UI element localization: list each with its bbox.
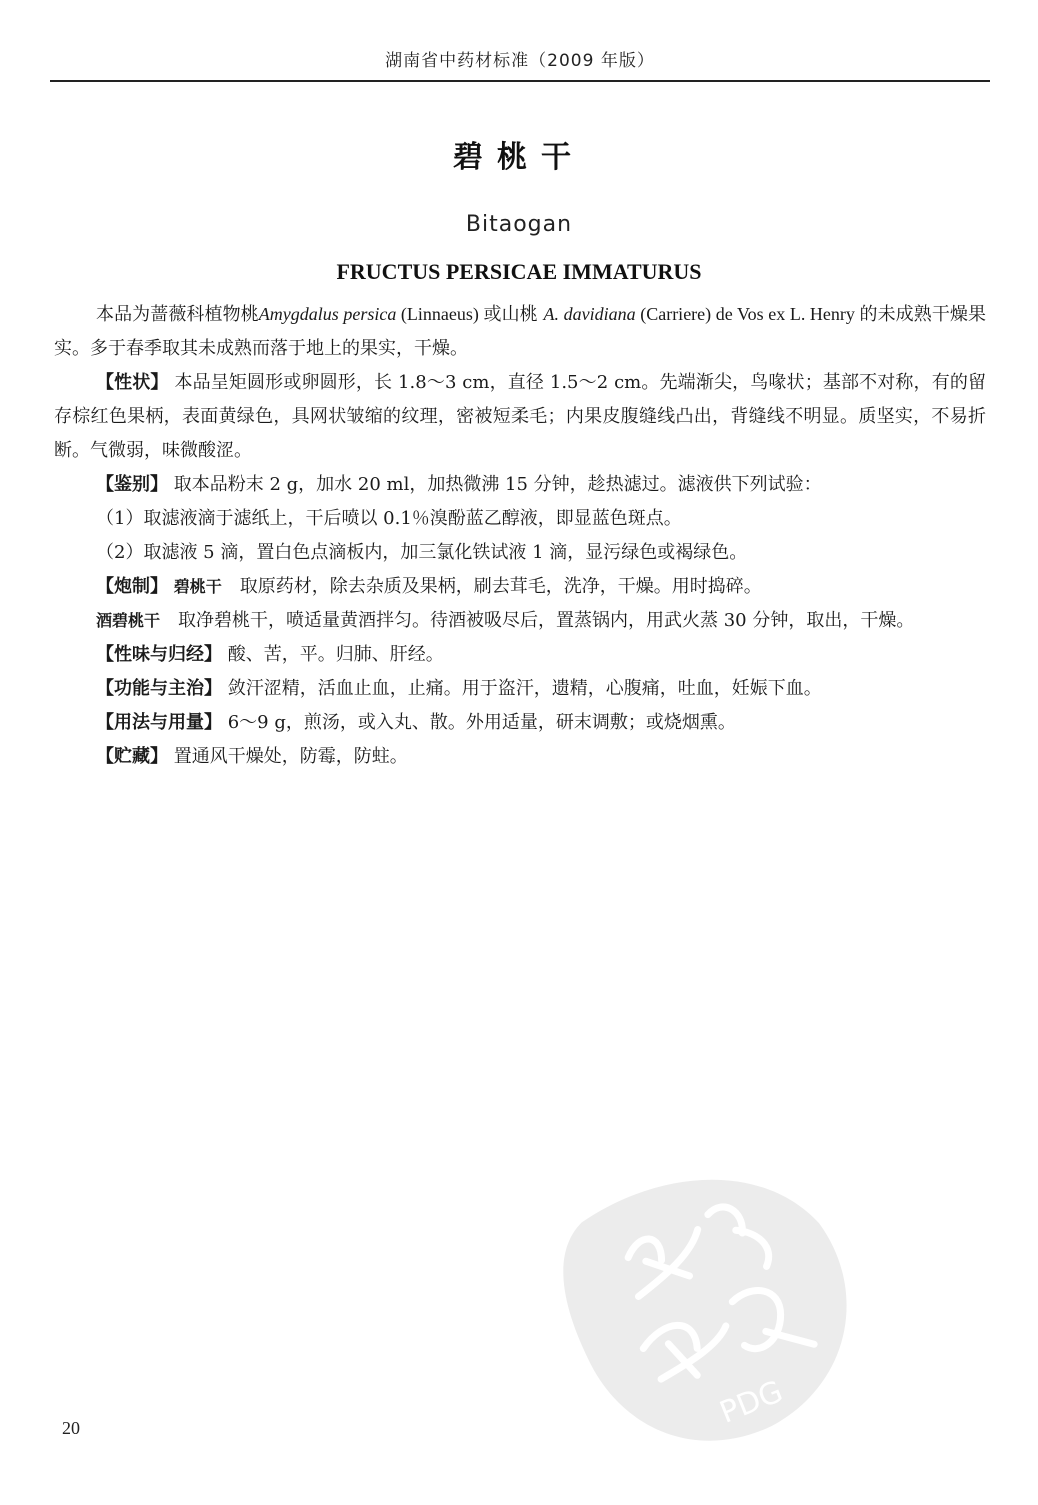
processed-item-label: 碧桃干 <box>173 577 222 596</box>
entry-body <box>54 297 986 774</box>
watermark-stamp <box>515 1105 906 1496</box>
section-label: 【鉴别】 <box>96 474 168 495</box>
section-label: 【炮制】 <box>96 576 168 597</box>
author-1: (Linnaeus) <box>396 304 484 324</box>
section-text: 本品呈矩圆形或卵圆形，长 1.8～3 cm，直径 1.5～2 cm。先端渐尖，鸟喙状；基部不对称，有的留存棕红色果柄，表面黄绿色，具网状皱缩的纹理，密被短柔毛；内果皮腹缝线凸出，背缝线不明显。质坚实，不易折断。气微弱，味微酸涩。 <box>54 372 986 461</box>
page-number: 20 <box>62 1418 80 1438</box>
jianbie-test-2: （2）取滤液 5 滴，置白色点滴板内，加三氯化铁试液 1 滴，显污绿色或褐绿色。 <box>96 542 748 563</box>
author-2: (Carriere) de Vos ex L. Henry <box>635 304 860 324</box>
entry-title: 碧桃干 <box>453 140 585 175</box>
section-text: 取本品粉末 2 g，加水 20 ml，加热微沸 15 分钟，趁热滤过。滤液供下列试验： <box>173 474 822 495</box>
entry-pinyin: Bitaogan <box>465 212 573 237</box>
species-name-2: A. davidiana <box>543 304 636 324</box>
section-xingwei <box>54 638 986 672</box>
jianbie-test-1: （1）取滤液滴于滤纸上，干后喷以 0.1％溴酚蓝乙醇液，即显蓝色斑点。 <box>96 508 682 529</box>
section-text: 酸、苦，平。归肺、肝经。 <box>227 644 444 665</box>
header-rule <box>50 80 990 82</box>
section-label: 【用法与用量】 <box>96 712 222 733</box>
section-label: 【贮藏】 <box>96 746 168 767</box>
section-zhucang <box>54 740 986 774</box>
intro-paragraph <box>54 297 986 366</box>
section-text: 敛汗涩精，活血止血，止痛。用于盗汗，遗精，心腹痛，吐血，妊娠下血。 <box>227 678 822 699</box>
section-jianbie <box>54 468 986 502</box>
entry-latin-name: FRUCTUS PERSICAE IMMATURUS <box>336 259 702 284</box>
section-text: 取原药材，除去杂质及果柄，刷去茸毛，洗净，干燥。用时捣碎。 <box>239 576 762 597</box>
section-label: 【功能与主治】 <box>96 678 222 699</box>
section-label: 【性状】 <box>96 372 169 393</box>
intro-text-1: 本品为蔷薇科植物桃 <box>96 304 259 325</box>
section-gongneng <box>54 672 986 706</box>
section-text: 6～9 g，煎汤，或入丸、散。外用适量，研末调敷；或烧烟熏。 <box>227 712 736 733</box>
intro-text-2: 或山桃 <box>483 304 544 325</box>
watermark-shape <box>537 1133 887 1481</box>
watermark-text: PDG <box>714 1374 788 1431</box>
section-xingzhuang <box>54 366 986 468</box>
section-text: 置通风干燥处，防霉，防蛀。 <box>173 746 408 767</box>
intro-text-3: 的未成熟干燥果实。多于春季取其未成熟而落于地上的果实，干燥。 <box>54 304 986 359</box>
section-label: 【性味与归经】 <box>96 644 222 665</box>
processed-item-label: 酒碧桃干 <box>96 611 161 630</box>
section-paozhi <box>54 570 986 604</box>
paozhi-wine-processed <box>54 604 986 638</box>
section-yongfa <box>54 706 986 740</box>
section-text: 取净碧桃干，喷适量黄酒拌匀。待酒被吸尽后，置蒸锅内，用武火蒸 30 分钟，取出，干燥。 <box>178 610 915 631</box>
species-name-1: Amygdalus persica <box>258 304 397 324</box>
running-head: 湖南省中药材标准（2009 年版） <box>385 51 655 71</box>
